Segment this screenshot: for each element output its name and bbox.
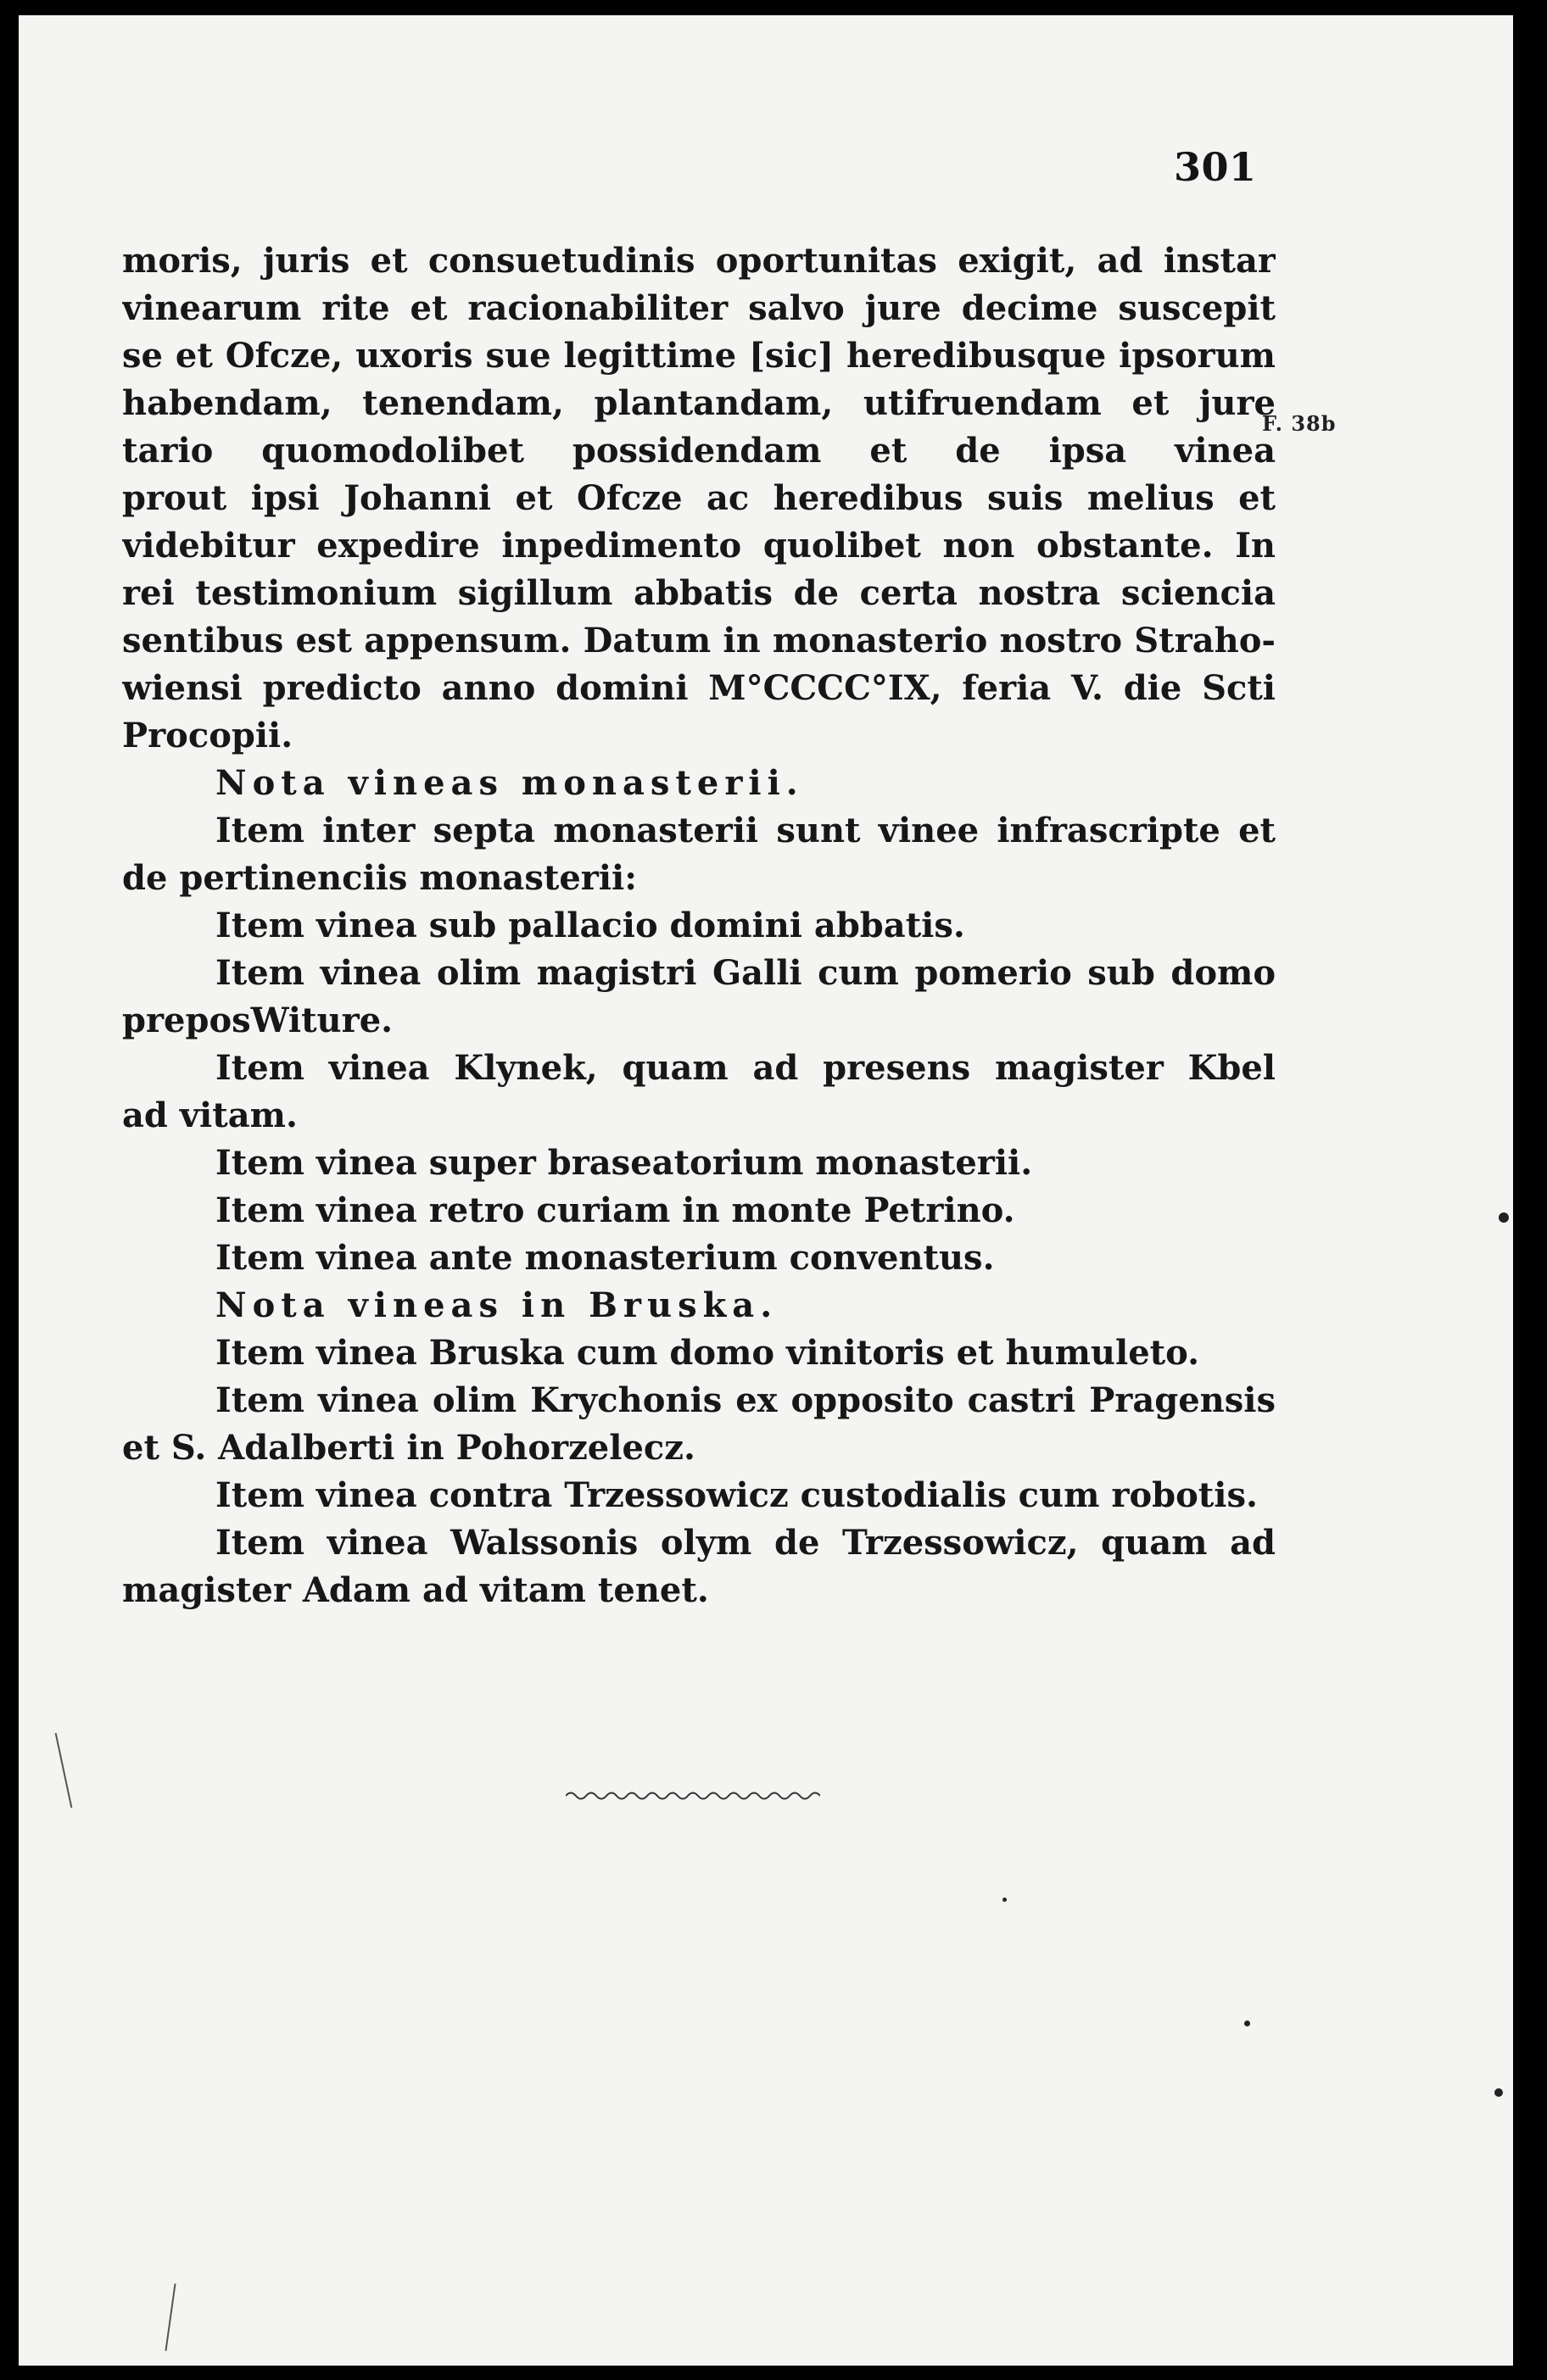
list-item: Item vinea Bruska cum domo vinitoris et humuleto. xyxy=(215,1333,1200,1373)
text-line: prout ipsi Johanni et Ofcze ac heredibus suis melius et xyxy=(122,478,1276,518)
print-speck xyxy=(1494,2088,1503,2097)
text-line: wiensi predicto anno domini M°CCCC°IX, feria V. die Scti xyxy=(122,668,1276,708)
text-line: de pertinenciis monasterii: xyxy=(122,858,637,898)
text-line: sentibus est appensum. Datum in monasterio nostro Straho- xyxy=(122,621,1276,660)
text-line: Item inter septa monasterii sunt vinee infrascripte et xyxy=(215,811,1276,850)
text-line: et S. Adalberti in Pohorzelecz. xyxy=(122,1428,695,1468)
wavy-rule-ornament xyxy=(566,1787,820,1804)
margin-scratch xyxy=(165,2283,176,2351)
text-line: rei testimonium sigillum abbatis de certa nostra sciencia xyxy=(122,573,1276,613)
text-line: videbitur expedire inpedimento quolibet non obstante. In xyxy=(122,526,1276,566)
print-speck xyxy=(1002,1898,1007,1902)
page-number: 301 xyxy=(1174,144,1257,190)
list-item: Item vinea sub pallacio domini abbatis. xyxy=(215,906,965,945)
margin-scratch xyxy=(55,1733,73,1808)
list-item: Item vinea Walssonis olym de Trzessowicz, quam ad xyxy=(215,1523,1276,1563)
margin-note-folio: F. 38b xyxy=(1262,411,1337,436)
list-item: Item vinea Klynek, quam ad presens magister Kbel xyxy=(215,1048,1276,1088)
text-line: moris, juris et consuetudinis oportunitas exigit, ad instar xyxy=(122,241,1276,281)
section-heading: Nota vineas monasterii. xyxy=(215,763,804,803)
text-line: magister Adam ad vitam tenet. xyxy=(122,1570,709,1610)
list-item: Item vinea olim Krychonis ex opposito castri Pragensis xyxy=(215,1380,1276,1420)
text-line: ad vitam. xyxy=(122,1095,298,1135)
section-heading: Nota vineas in Bruska. xyxy=(215,1285,779,1325)
text-line: se et Ofcze, uxoris sue legittime [sic] heredibusque ipsorum xyxy=(122,336,1276,376)
body-text xyxy=(122,237,1276,1614)
text-line: vinearum rite et racionabiliter salvo jure decime suscepit xyxy=(122,288,1276,328)
list-item: Item vinea contra Trzessowicz custodialis cum robotis. xyxy=(215,1475,1258,1515)
text-line: tario quomodolibet possidendam et de ipsa vinea xyxy=(122,431,1276,471)
list-item: Item vinea super braseatorium monasterii. xyxy=(215,1143,1033,1183)
text-line: habendam, tenendam, plantandam, utifruendam et jure xyxy=(122,383,1276,423)
list-item: Item vinea ante monasterium conventus. xyxy=(215,1238,995,1278)
document-page xyxy=(19,15,1513,2366)
text-line: preposWiture. xyxy=(122,1000,394,1040)
list-item: Item vinea retro curiam in monte Petrino. xyxy=(215,1190,1015,1230)
text-line: Procopii. xyxy=(122,716,293,755)
print-speck xyxy=(1244,2020,1250,2026)
list-item: Item vinea olim magistri Galli cum pomerio sub domo xyxy=(215,953,1276,993)
print-speck xyxy=(1499,1212,1509,1223)
